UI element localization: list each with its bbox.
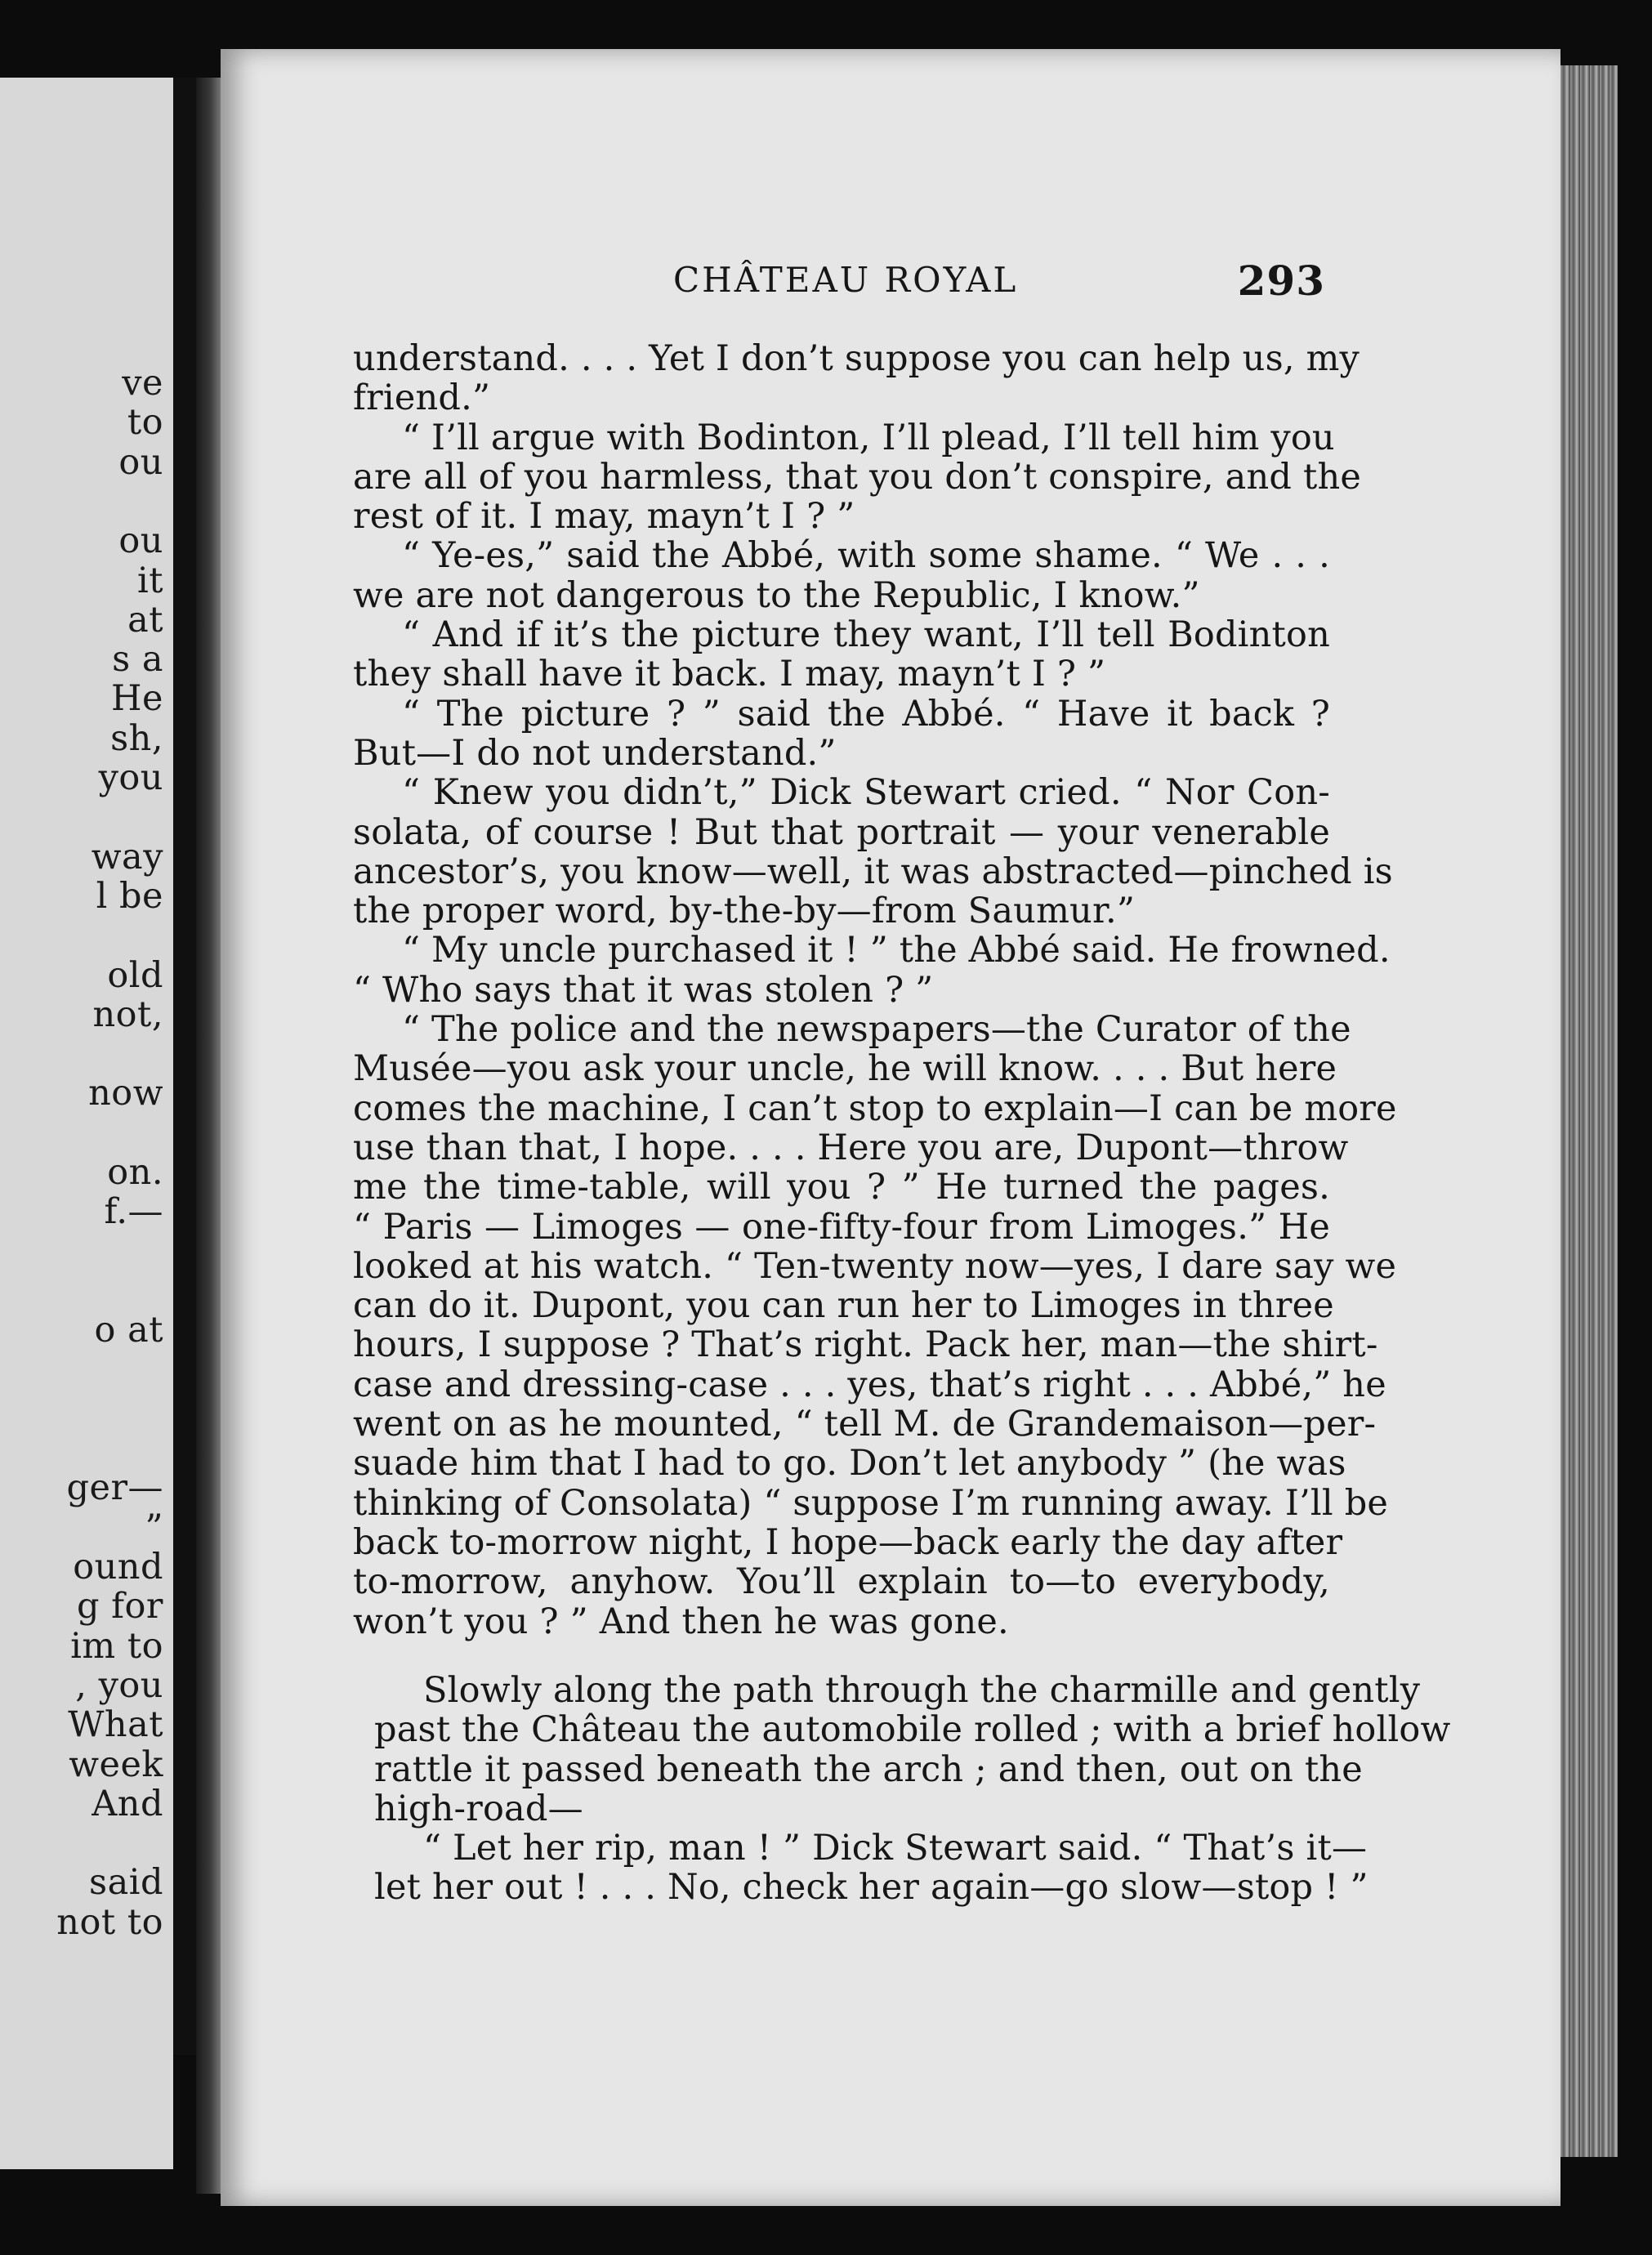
left-page-fragment: week <box>69 1744 163 1785</box>
text-line: looked at his watch. “ Ten-twenty now—yes, I dare say we <box>353 1245 1397 1287</box>
text-line: past the Château the automobile rolled ; with a brief hollow <box>374 1709 1451 1751</box>
text-line: rattle it passed beneath the arch ; and then, out on the <box>374 1748 1363 1790</box>
left-page-fragment: now <box>88 1073 163 1114</box>
text-line: “ Who says that it was stolen ? ” <box>353 969 934 1011</box>
text-line: comes the machine, I can’t stop to explain—I can be more <box>353 1087 1397 1129</box>
text-line: Musée—you ask your uncle, he will know. . . . But here <box>353 1048 1337 1090</box>
left-page-fragment: said <box>89 1862 163 1904</box>
left-page-fragment: im to <box>70 1625 163 1667</box>
text-line: let her out ! . . . No, check her again—go slow—stop ! ” <box>374 1867 1368 1909</box>
running-title: CHÂTEAU ROYAL <box>673 260 1019 300</box>
text-line: rest of it. I may, mayn’t I ? ” <box>353 496 855 538</box>
page-edges <box>1560 65 1618 2157</box>
left-page-fragment: on. <box>107 1152 163 1193</box>
left-page-fragment: ou <box>118 441 163 483</box>
text-line: friend.” <box>353 377 491 419</box>
text-line: solata, of course ! But that portrait — your venerable <box>353 811 1330 853</box>
text-line: “ The picture ? ” said the Abbé. “ Have it back ? <box>402 693 1330 735</box>
text-line: “ Ye-es,” said the Abbé, with some shame. “ We . . . <box>402 535 1330 577</box>
left-page-fragment: you <box>98 757 163 798</box>
text-line: we are not dangerous to the Republic, I know.” <box>353 574 1200 616</box>
book-gutter <box>173 78 196 2055</box>
left-page-fragment: g for <box>76 1586 163 1628</box>
running-head <box>351 257 1325 309</box>
text-line: me the time-table, will you ? ” He turned the pages. <box>353 1167 1330 1208</box>
left-page-fragment: , you <box>75 1664 163 1706</box>
left-page-fragment: sh, <box>110 717 163 759</box>
text-line: back to-morrow night, I hope—back early the day after <box>353 1521 1343 1563</box>
text-line: can do it. Dupont, you can run her to Limoges in three <box>353 1285 1334 1327</box>
left-page-fragment: s a <box>112 639 163 681</box>
left-facing-page <box>0 78 173 2169</box>
text-line: the proper word, by-the-by—from Saumur.” <box>353 891 1136 932</box>
text-line: “ I’ll argue with Bodinton, I’ll plead, I’ll tell him you <box>402 417 1335 458</box>
text-line: “ The police and the newspapers—the Curator of the <box>402 1009 1351 1051</box>
left-page-fragment: What <box>68 1704 163 1746</box>
text-line: “ Paris — Limoges — one-fifty-four from Limoges.” He <box>353 1206 1330 1248</box>
left-page-fragment: way <box>91 836 163 877</box>
text-line: thinking of Consolata) “ suppose I’m running away. I’ll be <box>353 1482 1389 1524</box>
text-line: case and dressing-case . . . yes, that’s right . . . Abbé,” he <box>353 1364 1386 1405</box>
text-line: won’t you ? ” And then he was gone. <box>353 1601 1009 1642</box>
text-line: are all of you harmless, that you don’t conspire, and the <box>353 456 1361 498</box>
left-page-fragment: at <box>127 599 163 641</box>
left-page-fragment: old <box>107 954 163 996</box>
left-page-fragment: ou <box>118 520 163 562</box>
body-text <box>353 338 1397 1642</box>
text-line: went on as he mounted, “ tell M. de Grandemaison—per- <box>353 1404 1377 1445</box>
left-page-fragment: ound <box>73 1547 163 1587</box>
text-line: “ Let her rip, man ! ” Dick Stewart said. “ That’s it— <box>423 1828 1368 1869</box>
text-line: understand. . . . Yet I don’t suppose you can help us, my <box>353 338 1360 379</box>
left-page-fragment: ” <box>145 1507 163 1548</box>
text-line: to-morrow, anyhow. You’ll explain to—to everybody, <box>353 1561 1330 1603</box>
text-line: high-road— <box>374 1788 583 1829</box>
text-line: “ My uncle purchased it ! ” the Abbé said. He frowned. <box>402 930 1391 971</box>
left-page-fragment: it <box>136 560 163 601</box>
left-page-fragment: ger— <box>66 1467 163 1509</box>
text-line: “ And if it’s the picture they want, I’ll tell Bodinton <box>402 614 1330 656</box>
text-line: Slowly along the path through the charmille and gently <box>423 1670 1421 1711</box>
left-page-fragment: o at <box>94 1310 163 1351</box>
left-page-fragment: He <box>111 678 163 720</box>
left-page-fragment: f.— <box>104 1191 163 1233</box>
left-page-fragment: And <box>92 1783 163 1824</box>
left-page-fragment: not, <box>92 994 163 1035</box>
left-page-fragment: to <box>127 402 163 444</box>
text-line: use than that, I hope. . . . Here you are, Dupont—throw <box>353 1127 1349 1168</box>
text-line: they shall have it back. I may, mayn’t I ? ” <box>353 654 1106 695</box>
body-text-section-two <box>374 1670 1451 1909</box>
left-page-fragment: l be <box>96 875 163 917</box>
page-number: 293 <box>1237 257 1325 305</box>
text-line: suade him that I had to go. Don’t let anybody ” (he was <box>353 1443 1346 1485</box>
left-page-fragment: not to <box>56 1901 163 1943</box>
text-line: hours, I suppose ? That’s right. Pack her, man—the shirt- <box>353 1324 1378 1366</box>
text-line: ancestor’s, you know—well, it was abstracted—pinched is <box>353 851 1393 892</box>
text-line: “ Knew you didn’t,” Dick Stewart cried. “ Nor Con- <box>402 772 1330 814</box>
text-line: But—I do not understand.” <box>353 732 837 774</box>
left-page-fragment: ve <box>122 363 163 404</box>
